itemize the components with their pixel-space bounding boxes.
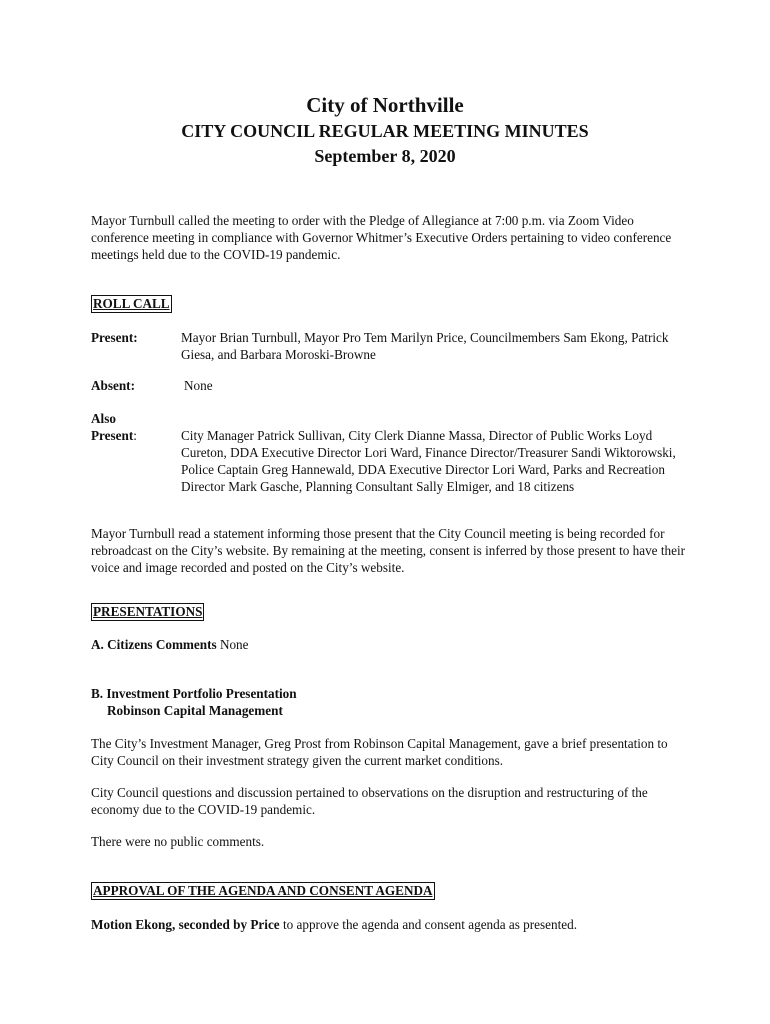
investment-presentation-title: B. Investment Portfolio Presentation (91, 686, 297, 701)
investment-paragraph-3: There were no public comments. (91, 834, 265, 849)
also-present-list: City Manager Patrick Sullivan, City Clerk Dianne Massa, Director of Public Works Loyd Cureton, DDA Executive Director Lori Ward, Finance Director/Treasurer Sandi Wiktorowski, Police Captain Greg Hannewald, DDA Executive Director Lori Ward, Parks and Recreation Director Mark Gasche, Planning Consultant Sally Elmiger, and 18 citizens (181, 428, 676, 494)
absent-value: None (184, 378, 213, 393)
investment-paragraph-1: The City’s Investment Manager, Greg Prost from Robinson Capital Management, gave a brief presentation to City Council on their investment strategy given the current market conditions. (91, 736, 668, 768)
investment-presentation-subtitle: Robinson Capital Management (107, 703, 283, 718)
also-present-label: Present: (91, 428, 137, 443)
also-label: Also (91, 411, 116, 426)
agenda-heading: APPROVAL OF THE AGENDA AND CONSENT AGENDA (93, 883, 433, 898)
roll-call-heading: ROLL CALL (93, 296, 170, 311)
present-label: Present: (91, 330, 138, 345)
present-list: Mayor Brian Turnbull, Mayor Pro Tem Marilyn Price, Councilmembers Sam Ekong, Patrick Giesa, and Barbara Moroski-Browne (181, 330, 669, 362)
absent-label: Absent: (91, 378, 135, 393)
recording-statement: Mayor Turnbull read a statement informing those present that the City Council meeting is being recorded for rebroadcast on the City’s website. By remaining at the meeting, consent is inferred by those present to have their voice and image recorded and posted on the City’s website. (91, 526, 686, 575)
investment-paragraph-2: City Council questions and discussion pertained to observations on the disruption and restructuring of the economy due to the COVID-19 pandemic. (91, 785, 648, 817)
meeting-date: September 8, 2020 (314, 146, 456, 166)
document-title: CITY COUNCIL REGULAR MEETING MINUTES (181, 121, 589, 141)
intro-paragraph: Mayor Turnbull called the meeting to order with the Pledge of Allegiance at 7:00 p.m. via Zoom Video conference meeting in compliance with Governor Whitmer’s Executive Orders pertaining to video conference meetings held due to the COVID-19 pandemic. (91, 213, 672, 262)
city-name: City of Northville (306, 93, 464, 117)
presentations-heading: PRESENTATIONS (93, 604, 203, 619)
agenda-motion: Motion Ekong, seconded by Price to approve the agenda and consent agenda as presented. (91, 917, 577, 932)
citizens-comments-item: A. Citizens Comments None (91, 637, 249, 652)
